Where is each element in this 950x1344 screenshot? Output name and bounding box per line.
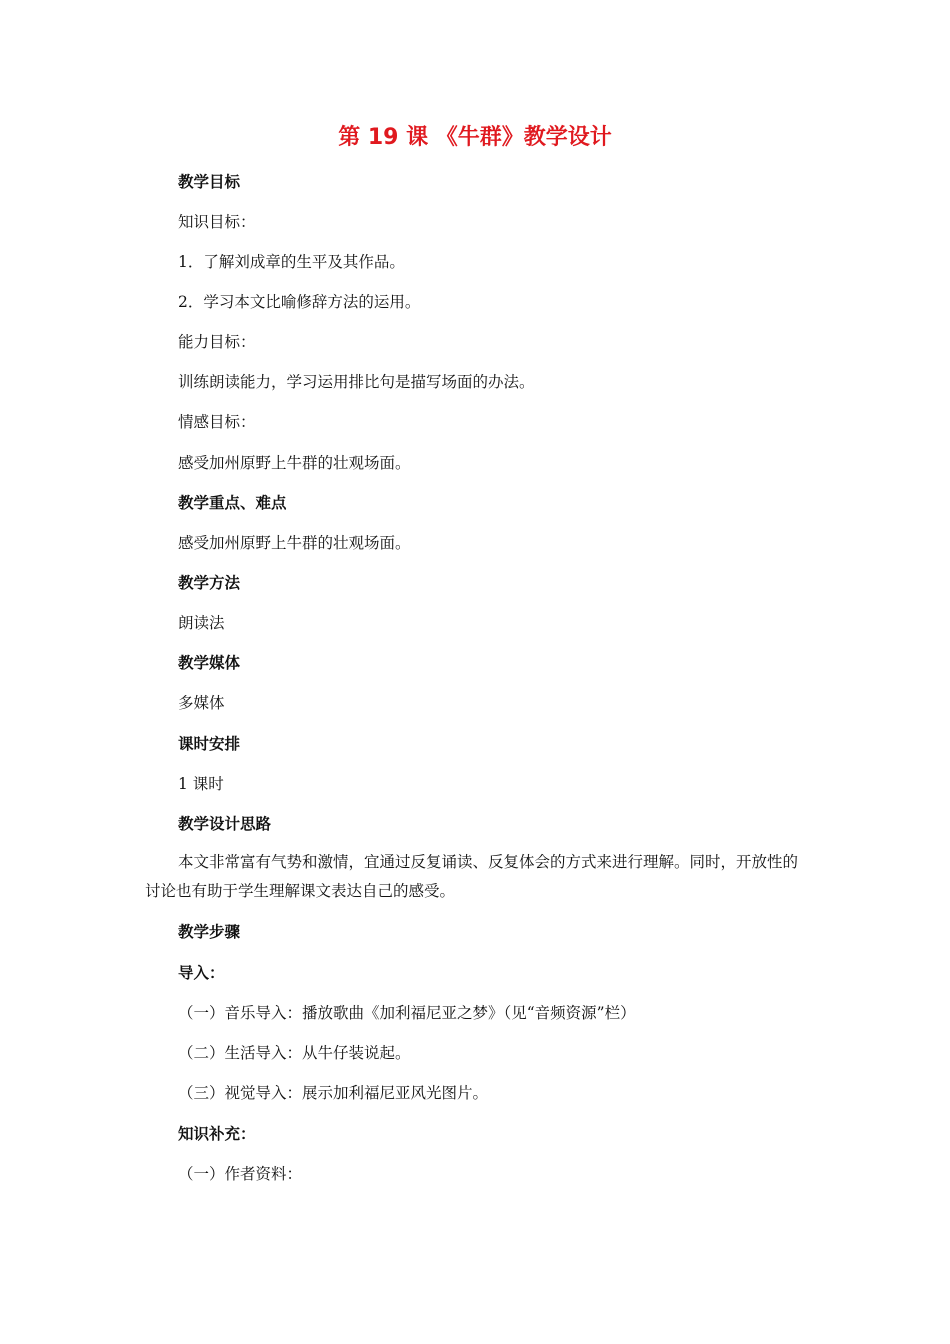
- subheading-ability-goals: 能力目标：: [178, 333, 256, 351]
- subheading-knowledge-supplement: 知识补充：: [178, 1125, 256, 1143]
- heading-teaching-method: 教学方法: [178, 574, 241, 592]
- knowledge-goal-1: 1．了解刘成章的生平及其作品。: [178, 253, 405, 271]
- key-points-text: 感受加州原野上牛群的壮观场面。: [178, 534, 411, 552]
- heading-design-idea: 教学设计思路: [178, 815, 272, 833]
- design-idea-paragraph: 本文非常富有气势和激情，宜通过反复诵读、反复体会的方式来进行理解。同时，开放性的讨论也有助于学生理解课文表达自己的感受。: [145, 853, 799, 900]
- heading-class-schedule: 课时安排: [178, 735, 241, 753]
- emotion-goal-text: 感受加州原野上牛群的壮观场面。: [178, 454, 411, 472]
- heading-teaching-steps: 教学步骤: [178, 923, 241, 941]
- author-info-item: （一）作者资料：: [178, 1165, 303, 1183]
- heading-key-points: 教学重点、难点: [178, 494, 287, 512]
- intro-step-visual: （三）视觉导入：展示加利福尼亚风光图片。: [178, 1084, 489, 1102]
- heading-teaching-media: 教学媒体: [178, 654, 241, 672]
- ability-goal-text: 训练朗读能力，学习运用排比句是描写场面的办法。: [178, 373, 535, 391]
- intro-step-life: （二）生活导入：从牛仔装说起。: [178, 1044, 411, 1062]
- subheading-emotion-goals: 情感目标：: [178, 413, 256, 431]
- class-schedule-text: 1 课时: [178, 775, 224, 793]
- teaching-media-text: 多媒体: [178, 694, 225, 712]
- subheading-knowledge-goals: 知识目标：: [178, 213, 256, 231]
- teaching-method-text: 朗读法: [178, 614, 225, 632]
- heading-teaching-goals: 教学目标: [178, 173, 241, 191]
- document-title: 第 19 课 《牛群》教学设计: [338, 125, 612, 150]
- intro-step-music: （一）音乐导入：播放歌曲《加利福尼亚之梦》（见“音频资源”栏）: [178, 1004, 636, 1022]
- knowledge-goal-2: 2．学习本文比喻修辞方法的运用。: [178, 293, 421, 311]
- subheading-introduction: 导入：: [178, 964, 225, 982]
